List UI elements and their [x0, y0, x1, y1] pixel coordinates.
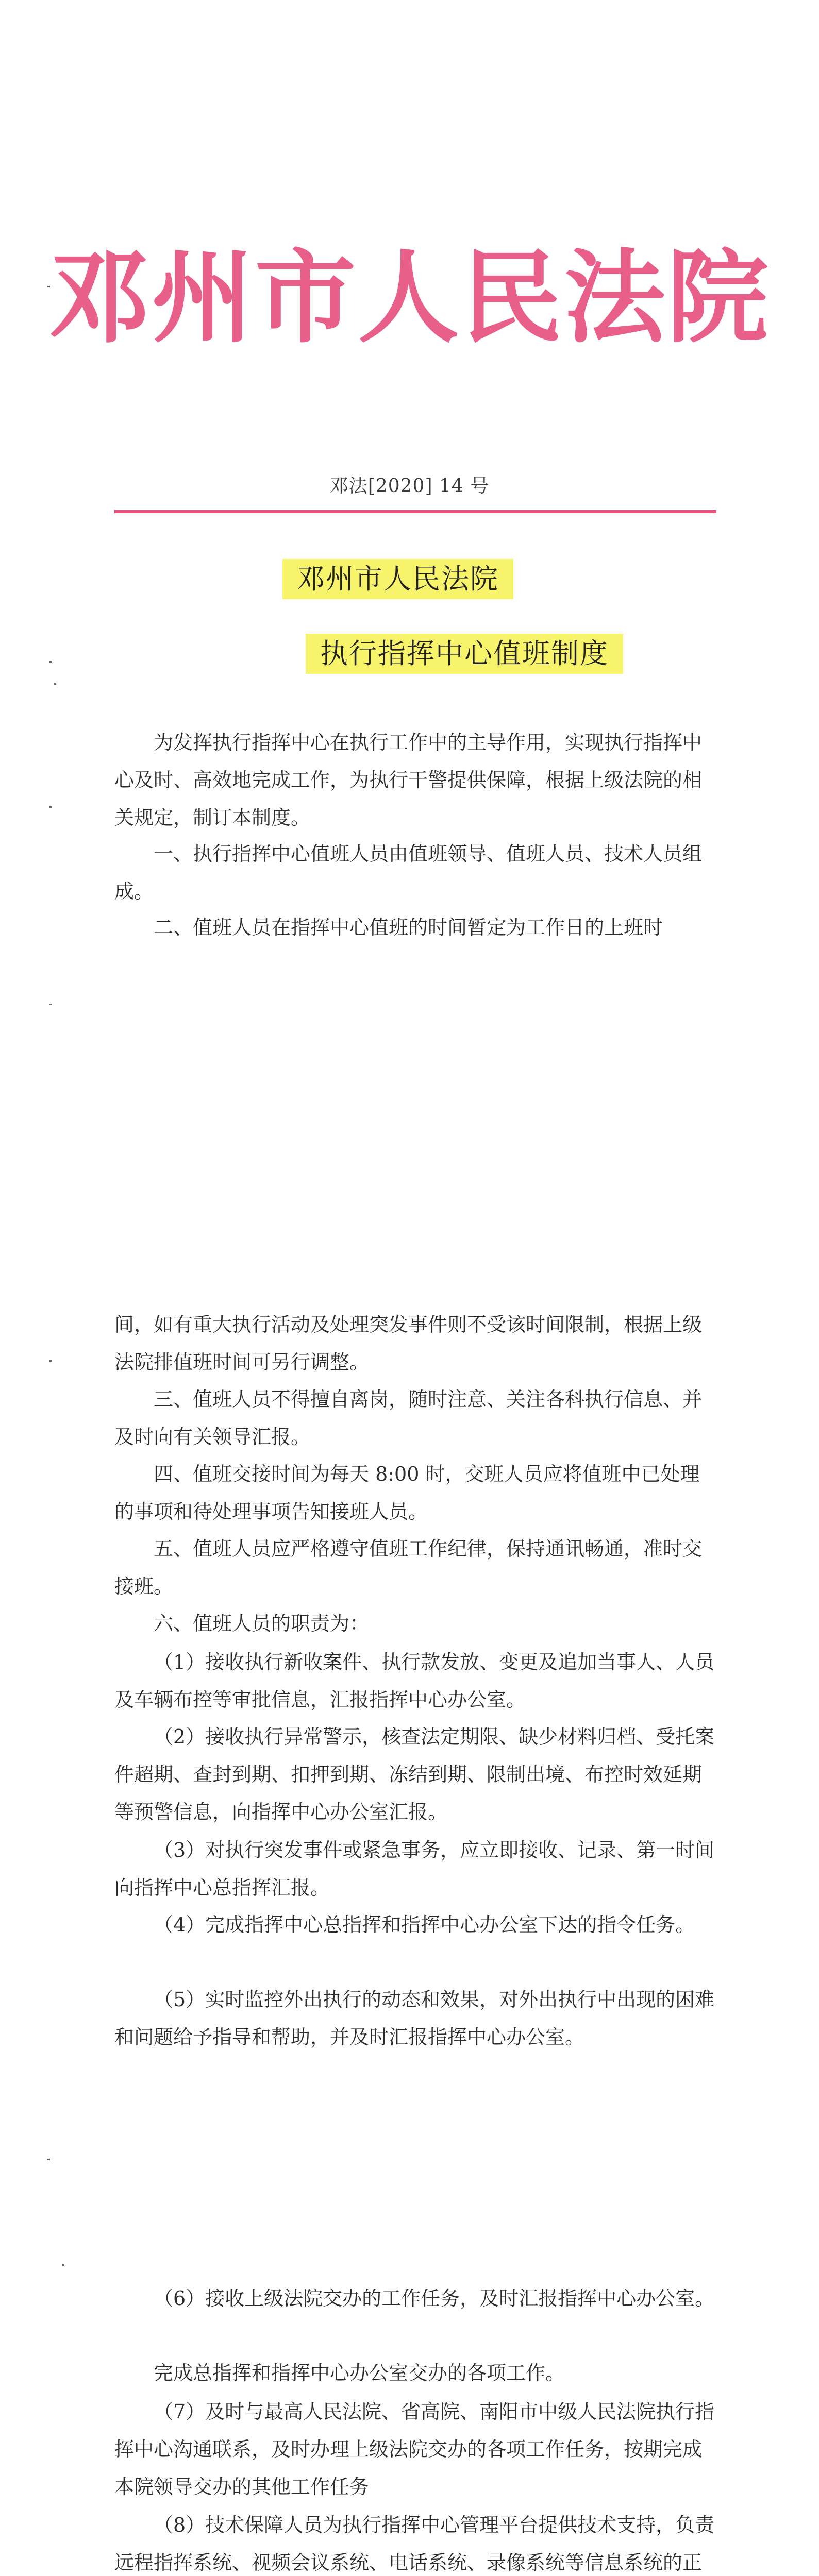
scan-mark: [49, 1360, 52, 1362]
duty-item-7: （7）及时与最高人民法院、省高院、南阳市中级人民法院执行指挥中心沟通联系，及时办理上级法院交办的各项工作任务，按期完成本院领导交办的其他工作任务: [114, 2400, 715, 2498]
scan-mark: [49, 1004, 52, 1005]
body-paragraph-6: 六、值班人员的职责为：: [154, 1612, 370, 1635]
red-header-title: 邓州市人民法院: [48, 239, 771, 357]
scan-mark: [47, 2159, 50, 2160]
body-paragraph-2: 二、值班人员在指挥中心值班的时间暂定为工作日的上班时: [154, 916, 663, 939]
document-number: 邓法[2020] 14 号: [329, 476, 490, 497]
duty-item-8: （8）技术保障人员为执行指挥中心管理平台提供技术支持，负责远程指挥系统、视频会议系统、电话系统、录像系统等信息系统的正: [114, 2514, 715, 2574]
body-paragraph-3: 三、值班人员不得擅自离岗，随时注意、关注各科执行信息、并及时向有关领导汇报。: [114, 1388, 703, 1448]
duty-item-4: （4）完成指挥中心总指挥和指挥中心办公室下达的指令任务。: [154, 1913, 695, 1936]
scan-mark: [62, 2264, 64, 2266]
duty-item-2: （2）接收执行异常警示，核查法定期限、缺少材料归档、受托案件超期、查封到期、扣押到期、冻结到期、限制出境、布控时效延期等预警信息，向指挥中心办公室汇报。: [114, 1725, 715, 1823]
duty-item-6: （6）接收上级法院交办的工作任务，及时汇报指挥中心办公室。: [154, 2287, 715, 2310]
scan-mark: [49, 661, 52, 663]
scan-mark: [49, 806, 52, 808]
highlighted-policy-title: 执行指挥中心值班制度: [306, 634, 623, 674]
duty-item-6-cont: 完成总指挥和指挥中心办公室交办的各项工作。: [154, 2362, 565, 2384]
highlighted-court-name: 邓州市人民法院: [282, 559, 513, 599]
scan-mark: [54, 683, 56, 685]
body-paragraph-4: 四、值班交接时间为每天 8:00 时，交班人员应将值班中已处理的事项和待处理事项告知接班人员。: [114, 1463, 700, 1523]
body-paragraph-5: 五、值班人员应严格遵守值班工作纪律，保持通讯畅通，准时交接班。: [114, 1537, 703, 1598]
body-paragraph-2-cont: 间，如有重大执行活动及处理突发事件则不受该时间限制，根据上级法院排值班时间可另行调整。: [114, 1313, 703, 1374]
body-paragraph-1: 一、执行指挥中心值班人员由值班领导、值班人员、技术人员组成。: [114, 842, 703, 903]
body-paragraph-intro: 为发挥执行指挥中心在执行工作中的主导作用，实现执行指挥中心及时、高效地完成工作，为执行干警提供保障，根据上级法院的相关规定，制订本制度。: [114, 731, 703, 829]
duty-item-3: （3）对执行突发事件或紧急事务，应立即接收、记录、第一时间向指挥中心总指挥汇报。: [114, 1839, 715, 1899]
red-divider-line: [114, 510, 716, 513]
duty-item-5: （5）实时监控外出执行的动态和效果，对外出执行中出现的困难和问题给予指导和帮助，并及时汇报指挥中心办公室。: [114, 1988, 715, 2048]
duty-item-1: （1）接收执行新收案件、执行款发放、变更及追加当事人、人员及车辆布控等审批信息，汇报指挥中心办公室。: [114, 1651, 715, 1711]
